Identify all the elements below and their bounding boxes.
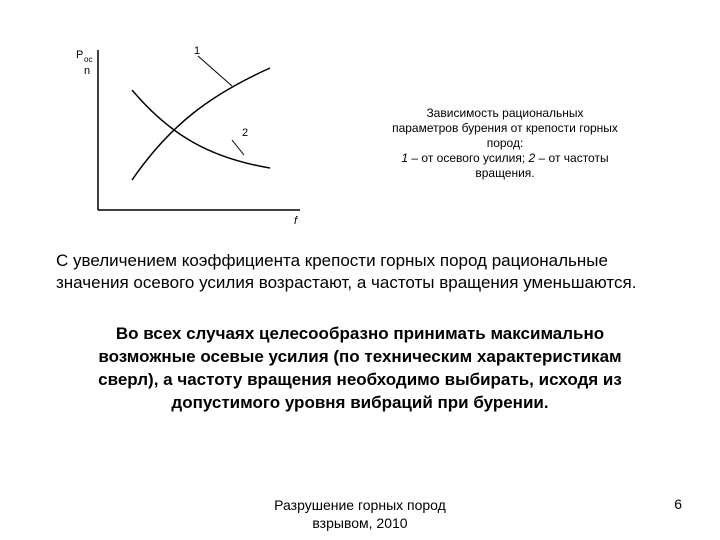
footer-line: Разрушение горных пород: [274, 497, 446, 513]
caption-line: вращения.: [475, 166, 535, 180]
curve-rotation-frequency: [132, 90, 270, 168]
x-axis-label-f: f: [294, 215, 298, 227]
paragraph-line: Во всех случаях целесообразно принимать максимально: [115, 324, 605, 343]
paragraph-line: С увеличением коэффициента крепости горных пород рациональные: [56, 251, 608, 270]
caption-number-2: 2: [528, 151, 536, 165]
paragraph-line: допустимого уровня вибраций при бурении.: [171, 393, 549, 412]
curve2-label: 2: [242, 127, 249, 139]
paragraph-line: возможные осевые усилия (по техническим характеристикам: [98, 347, 622, 366]
caption-text: – от осевого усилия;: [408, 151, 529, 165]
figure-caption: [360, 106, 650, 181]
drilling-parameters-figure: [60, 40, 340, 230]
page-number: 6: [674, 496, 682, 512]
caption-line: параметров бурения от крепости горных: [392, 121, 618, 135]
curve1-label: 1: [194, 45, 201, 57]
paragraph-line: значения осевого усилия возрастают, а частоты вращения уменьшаются.: [56, 273, 637, 292]
caption-line: пород:: [486, 136, 524, 150]
caption-number-1: 1: [401, 151, 409, 165]
curve1-leader: [198, 56, 232, 86]
footer-line: взрывом, 2010: [312, 515, 408, 531]
y-axis-label-p: P: [76, 49, 84, 61]
caption-text: – от частоты: [535, 151, 609, 165]
y-axis-label-subscript: ос: [84, 55, 93, 64]
caption-line: [360, 151, 650, 166]
slide-footer: [255, 496, 465, 532]
paragraph-line: сверл), а частоту вращения необходимо выбирать, исходя из: [98, 370, 622, 389]
curve2-leader: [232, 140, 244, 155]
body-paragraph-1: [56, 250, 696, 294]
caption-line: Зависимость рациональных: [426, 106, 584, 120]
body-paragraph-2: [70, 322, 650, 414]
y-axis-label-n: n: [84, 65, 91, 77]
